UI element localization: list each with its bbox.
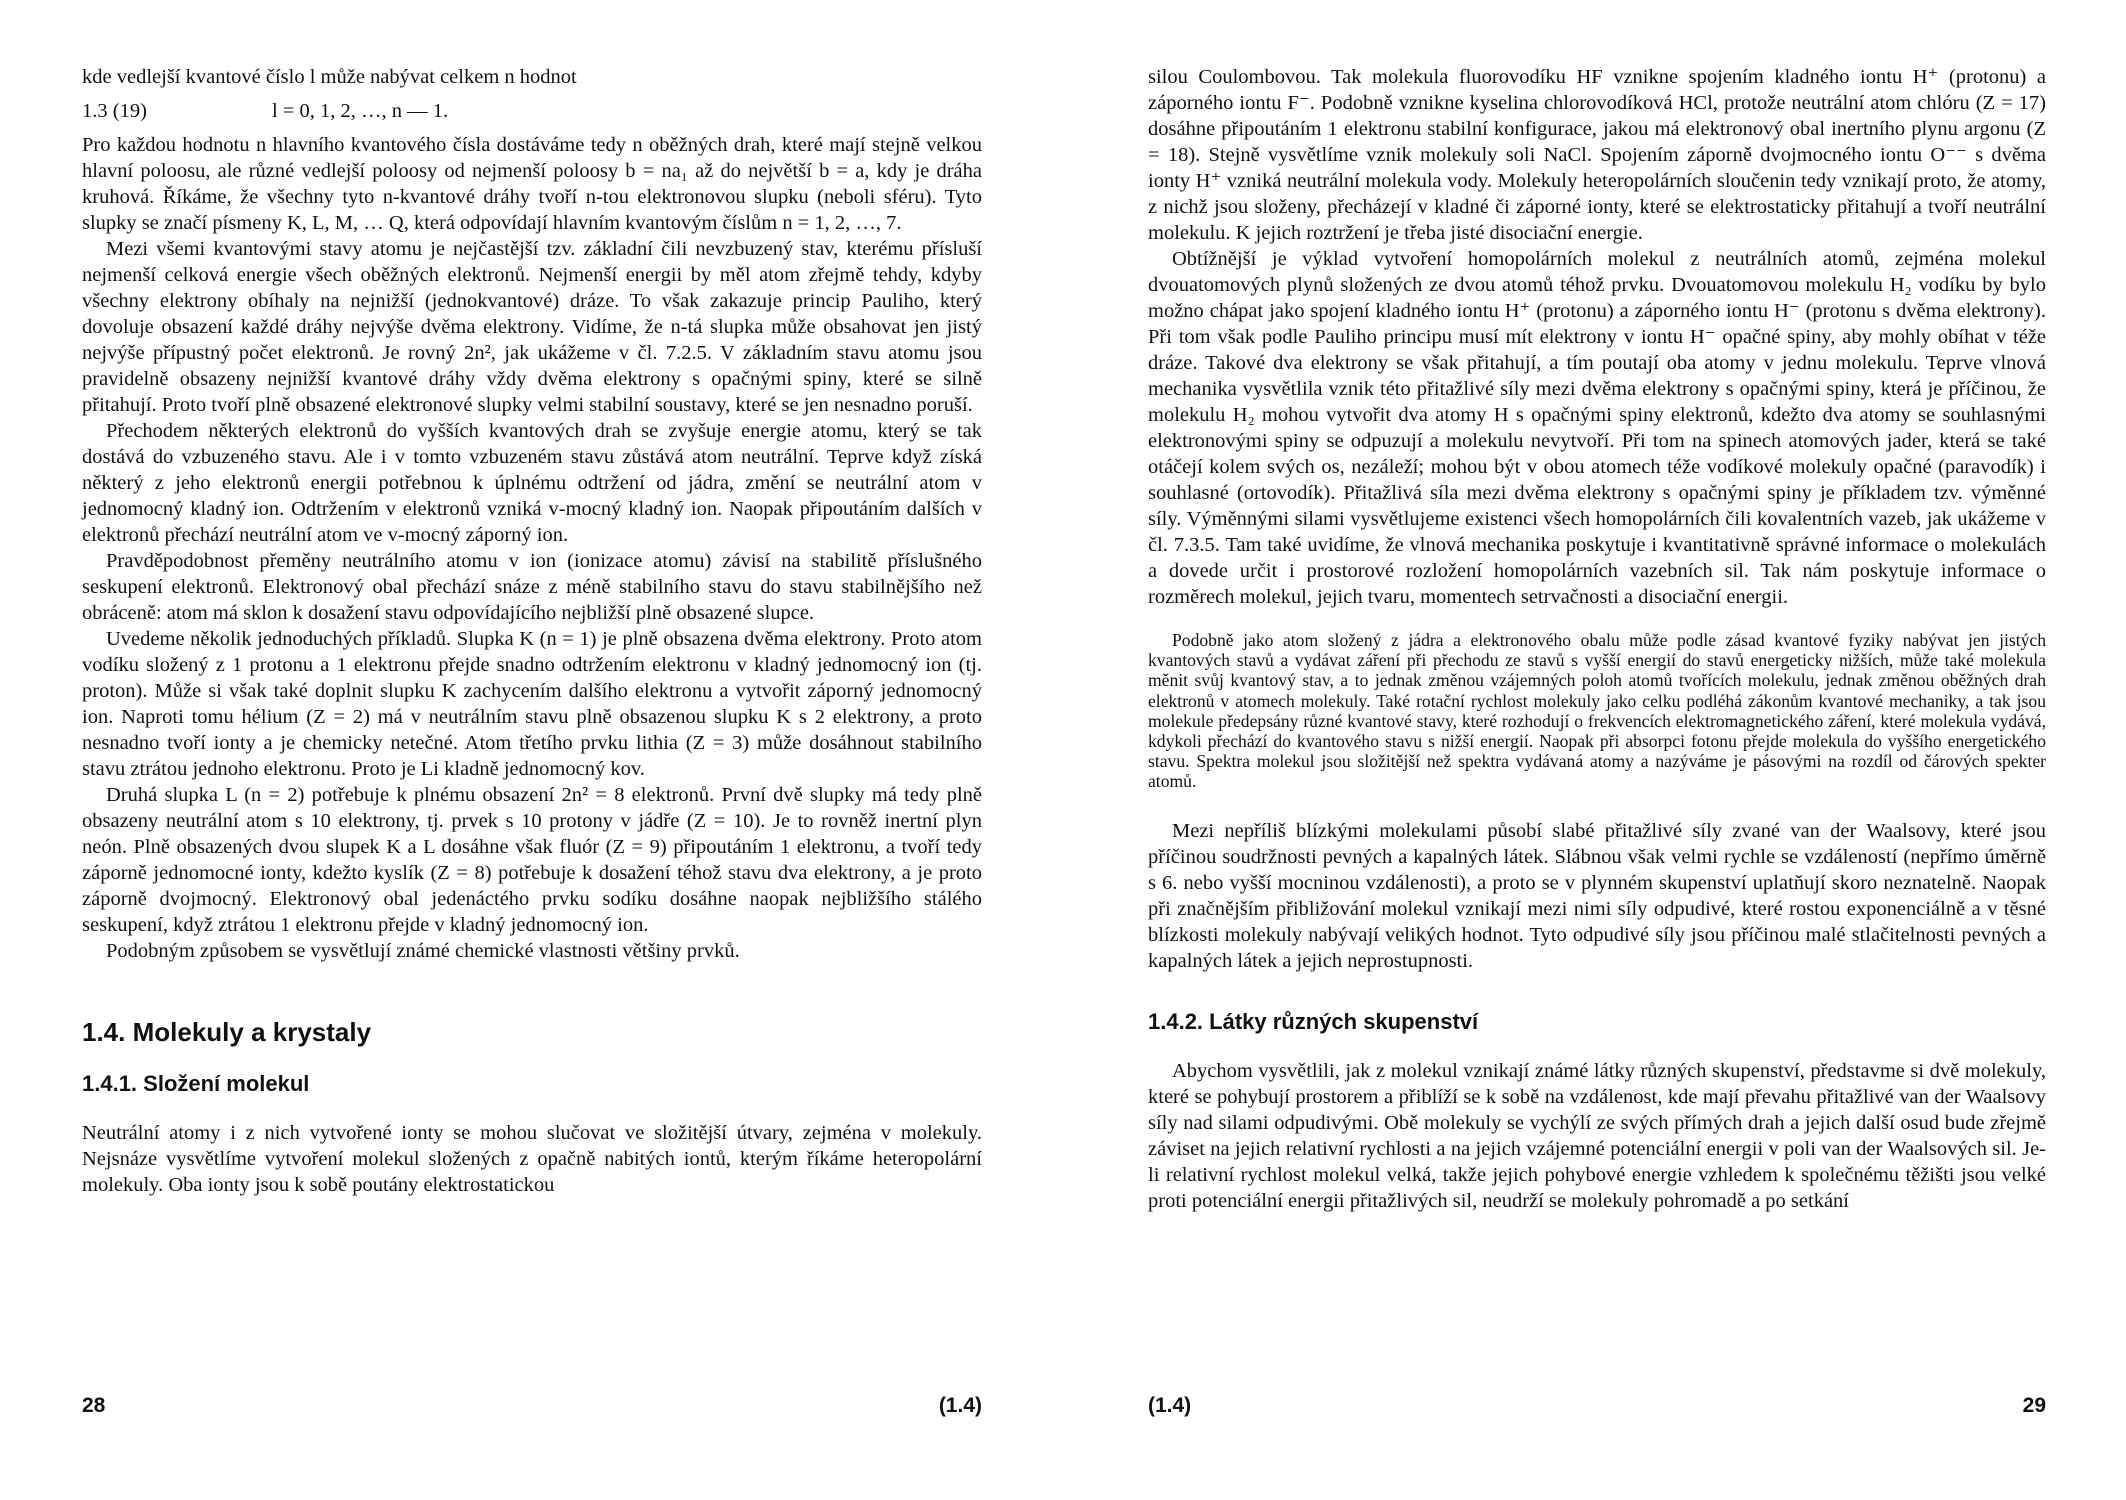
paragraph: Pravděpodobnost přeměny neutrálního atomu v ion (ionizace atomu) závisí na stabilitě příslušného seskupení elektronů. Elektronový obal přechází snáze z méně stabilního stavu do stavu stabilnějšího než obráceně: atom má sklon k dosažení stavu odpovídajícího nejbližší plně obsazené slupce.: [82, 550, 982, 624]
equation-formula: l = 0, 1, 2, …, n — 1.: [272, 100, 449, 122]
section-ref: (1.4): [938, 1394, 982, 1417]
page-number: 29: [2022, 1394, 2046, 1417]
small-print-paragraph: Podobně jako atom složený z jádra a elektronového obalu může podle zásad kvantové fyziky nabývat jen jistých kvantových stavů a vydávat záření při přechodu ze stavů s vyšší energií do stavů energeticky nižších, může také molekula měnit svůj kvantový stav, a to jednak změnou vzájemných poloh atomů tvořících molekulu, jednak změnou oběžných drah elektronů v atomech molekuly. Také rotační rychlost molekuly jako celku podléhá zákonům kvantové mechaniky, a tak jsou molekule předepsány různé kvantové stavy, které rozhodují o frekvencích elektromagnetického záření, které molekula vydává, kdykoli přechází do kvantového stavu s nižší energií. Naopak při absorpci fotonu přejde molekula do vyššího energetického stavu. Spektra molekul jsou složitější než spektra vydávaná atomy a nazýváme je pásovými na rozdíl od čárových spekter atomů.: [1148, 630, 2046, 792]
paragraph: Uvedeme několik jednoduchých příkladů. Slupka K (n = 1) je plně obsazena dvěma elektrony. Proto atom vodíku složený z 1 protonu a 1 elektronu přejde snadno odtržením elektronu v kladný jednomocný ion (tj. proton). Může si však také doplnit slupku K zachycením dalšího elektronu a vytvořit záporný jednomocný ion. Naproti tomu hélium (Z = 2) má v neutrálním stavu plně obsazenou slupku K s 2 elektrony, a proto nesnadno tvoří ionty a je chemicky netečné. Atom třetího prvku lithia (Z = 3) může dosáhnout stabilního stavu ztrátou jednoho elektronu. Proto je Li kladně jednomocný kov.: [82, 628, 982, 780]
subsection-heading: 1.4.2. Látky různých skupenství: [1148, 1008, 1479, 1034]
paragraph: Mezi všemi kvantovými stavy atomu je nejčastější tzv. základní čili nevzbuzený stav, kterému přísluší nejmenší celková energie všech oběžných elektronů. Nejmenší energii by měl atom zřejmě tehdy, kdyby všechny elektrony obíhaly na nejnižší (jednokvantové) dráze. To však zakazuje princip Pauliho, který dovoluje obsazení každé dráhy nejvýše dvěma elektrony. Vidíme, že n-tá slupka může obsahovat jen jistý nejvýše přípustný počet elektronů. Je rovný 2n², jak ukážeme v čl. 7.2.5. V základním stavu atomu jsou pravidelně obsazeny nejnižší kvantové dráhy vždy dvěma elektrony s opačnými spiny, které se silně přitahují. Proto tvoří plně obsazené elektronové slupky velmi stabilní soustavy, které se jen nesnadno poruší.: [82, 238, 982, 416]
section-ref: (1.4): [1148, 1394, 1192, 1417]
paragraph: Mezi nepříliš blízkými molekulami působí slabé přitažlivé síly zvané van der Waalsovy, které jsou příčinou soudržnosti pevných a kapalných látek. Slábnou však velmi rychle se vzdáleností (nepřímo úměrně s 6. nebo vyšší mocninou vzdálenosti), a proto se v plynném skupenství uplatňují skoro neznatelně. Naopak při značnějším přibližování molekul vznikají mezi nimi síly odpudivé, které rostou exponenciálně a v těsné blízkosti molekuly nabývají velikých hodnot. Tyto odpudivé síly jsou příčinou malé stlačitelnosti pevných a kapalných látek a jejich neprostupnosti.: [1148, 819, 2046, 972]
equation-line: [82, 98, 982, 124]
subsection-paragraph: Neutrální atomy i z nich vytvořené ionty se mohou slučovat ve složitější útvary, zejména v molekuly. Nejsnáze vysvětlíme vytvoření molekul složených z opačně nabitých iontů, kterým říkáme heteropolární molekuly. Oba ionty jsou k sobě poutány elektrostatickou: [82, 1122, 982, 1196]
right-page: [1148, 0, 2046, 1500]
left-text-column: [82, 64, 982, 1198]
paragraph: Obtížnější je výklad vytvoření homopolárních molekul z neutrálních atomů, zejména molekul dvouatomových plynů složených ze dvou atomů téhož prvku. Dvouatomovou molekulu H₂ vodíku by bylo možno chápat jako spojení kladného iontu H⁺ (protonu) a záporného iontu H⁻ (protonu s dvěma elektrony). Při tom však podle Pauliho principu musí mít elektrony v iontu H⁻ opačné spiny, aby mohly obíhat v téže dráze. Takové dva elektrony se však přitahují, a tím poutají oba atomy v jednu molekulu. Teprve vlnová mechanika vysvětlila vznik této přitažlivé síly mezi dvěma elektrony s opačnými spiny, která je příčinou, že molekulu H₂ mohou vytvořit dva atomy H s opačnými spiny elektronů, kdežto dva atomy se souhlasnými elektronovými spiny se odpuzují a molekulu nevytvoří. Při tom na spinech atomových jader, která se také otáčejí kolem svých os, nezáleží; mohou být v obou atomech téže vodíkové molekuly opačné (paravodík) i souhlasné (ortovodík). Přitažlivá síla mezi dvěma elektrony s opačnými spiny je příkladem tzv. výměnné síly. Výměnnými silami vysvětlujeme existenci všech homopolárních čili kovalentních vazeb, jak ukážeme v čl. 7.3.5. Tam také uvidíme, že vlnová mechanika poskytuje i kvantitativně správné informace o molekulách a dovede určit i prostorové rozložení homopolárních vazebních sil. Tak nám poskytuje informace o rozměrech molekul, jejich tvaru, momentech setrvačnosti a disociační energii.: [1148, 248, 2046, 608]
right-text-column: [1148, 64, 2046, 1214]
left-page: [82, 0, 982, 1500]
equation-number: 1.3 (19): [82, 100, 147, 122]
paragraph: Přechodem některých elektronů do vyšších kvantových drah se zvyšuje energie atomu, který se tak dostává do vzbuzeného stavu. Ale i v tomto vzbuzeném stavu zůstává atom neutrální. Teprve když získá některý z jeho elektronů energii potřebnou k úplnému odtržení od jádra, změní se neutrální atom v jednomocný kladný ion. Odtržením v elektronů vzniká v-mocný kladný ion. Naopak připoutáním dalších v elektronů přechází neutrální atom ve v-mocný záporný ion.: [82, 420, 982, 546]
section-heading: 1.4. Molekuly a krystaly: [82, 1017, 372, 1047]
paragraph: Pro každou hodnotu n hlavního kvantového čísla dostáváme tedy n oběžných drah, které mají stejně velkou hlavní poloosu, ale různé vedlejší poloosy od nejmenší poloosy b = na₁ až do největší b = a, kdy je dráha kruhová. Říkáme, že všechny tyto n-kvantové dráhy tvoří n-tou elektronovou slupku (neboli sféru). Tyto slupky se značí písmeny K, L, M, … Q, která odpovídají hlavním kvantovým číslům n = 1, 2, …, 7.: [82, 134, 982, 234]
paragraph: Podobným způsobem se vysvětlují známé chemické vlastnosti většiny prvků.: [106, 940, 740, 962]
page-number: 28: [82, 1394, 106, 1417]
paragraph: Druhá slupka L (n = 2) potřebuje k plnému obsazení 2n² = 8 elektronů. První dvě slupky má tedy plně obsazeny neutrální atom s 10 elektrony, tj. prvek s 10 protony v jádře (Z = 10). Je to rovněž inertní plyn neón. Plně obsazených dvou slupek K a L dosáhne však fluór (Z = 9) připoutáním 1 elektronu, a tvoří tedy záporně jednomocné ionty, kdežto kyslík (Z = 8) potřebuje k dosažení téhož stavu dva elektrony, a je proto záporně dvojmocný. Elektronový obal jedenáctého prvku sodíku dosáhne naopak nejbližšího stálého seskupení, když ztrátou 1 elektronu přejde v kladný jednomocný ion.: [82, 784, 982, 936]
paragraph: silou Coulombovou. Tak molekula fluorovodíku HF vznikne spojením kladného iontu H⁺ (protonu) a záporného iontu F⁻. Podobně vznikne kyselina chlorovodíková HCl, protože neutrální atom chlóru (Z = 17) dosáhne připoutáním 1 elektronu stabilní konfigurace, jakou má elektronový obal inertního plynu argonu (Z = 18). Stejně vysvětlíme vznik molekuly soli NaCl. Spojením záporně dvojmocného iontu O⁻⁻ s dvěma ionty H⁺ vzniká neutrální molekula vody. Molekuly heteropolárních sloučenin tedy vznikají proto, že atomy, z nichž jsou složeny, přecházejí v kladné či záporné ionty, které se elektrostaticky přitahují a tvoří neutrální molekulu. K jejich roztržení je třeba jisté disociační energie.: [1148, 66, 2046, 244]
subsection-heading: 1.4.1. Složení molekul: [82, 1071, 310, 1096]
intro-line: kde vedlejší kvantové číslo l může nabývat celkem n hodnot: [82, 66, 577, 88]
subsection-paragraph: Abychom vysvětlili, jak z molekul vznikají známé látky různých skupenství, představme si dvě molekuly, které se pohybují prostorem a přiblíží se k sobě na vzdálenost, kde mají převahu přitažlivé van der Waalsovy síly nad silami odpudivými. Obě molekuly se vychýlí ze svých přímých drah a jejich další osud bude zřejmě záviset na jejich relativní rychlosti a na jejich vzájemné potenciální energii v poli van der Waalsových sil. Je-li relativní rychlost molekul velká, takže jejich pohybové energie vzhledem k společnému těžišti jsou velké proti potenciální energii přitažlivých sil, neudrží se molekuly pohromadě a po setkání: [1148, 1059, 2046, 1212]
